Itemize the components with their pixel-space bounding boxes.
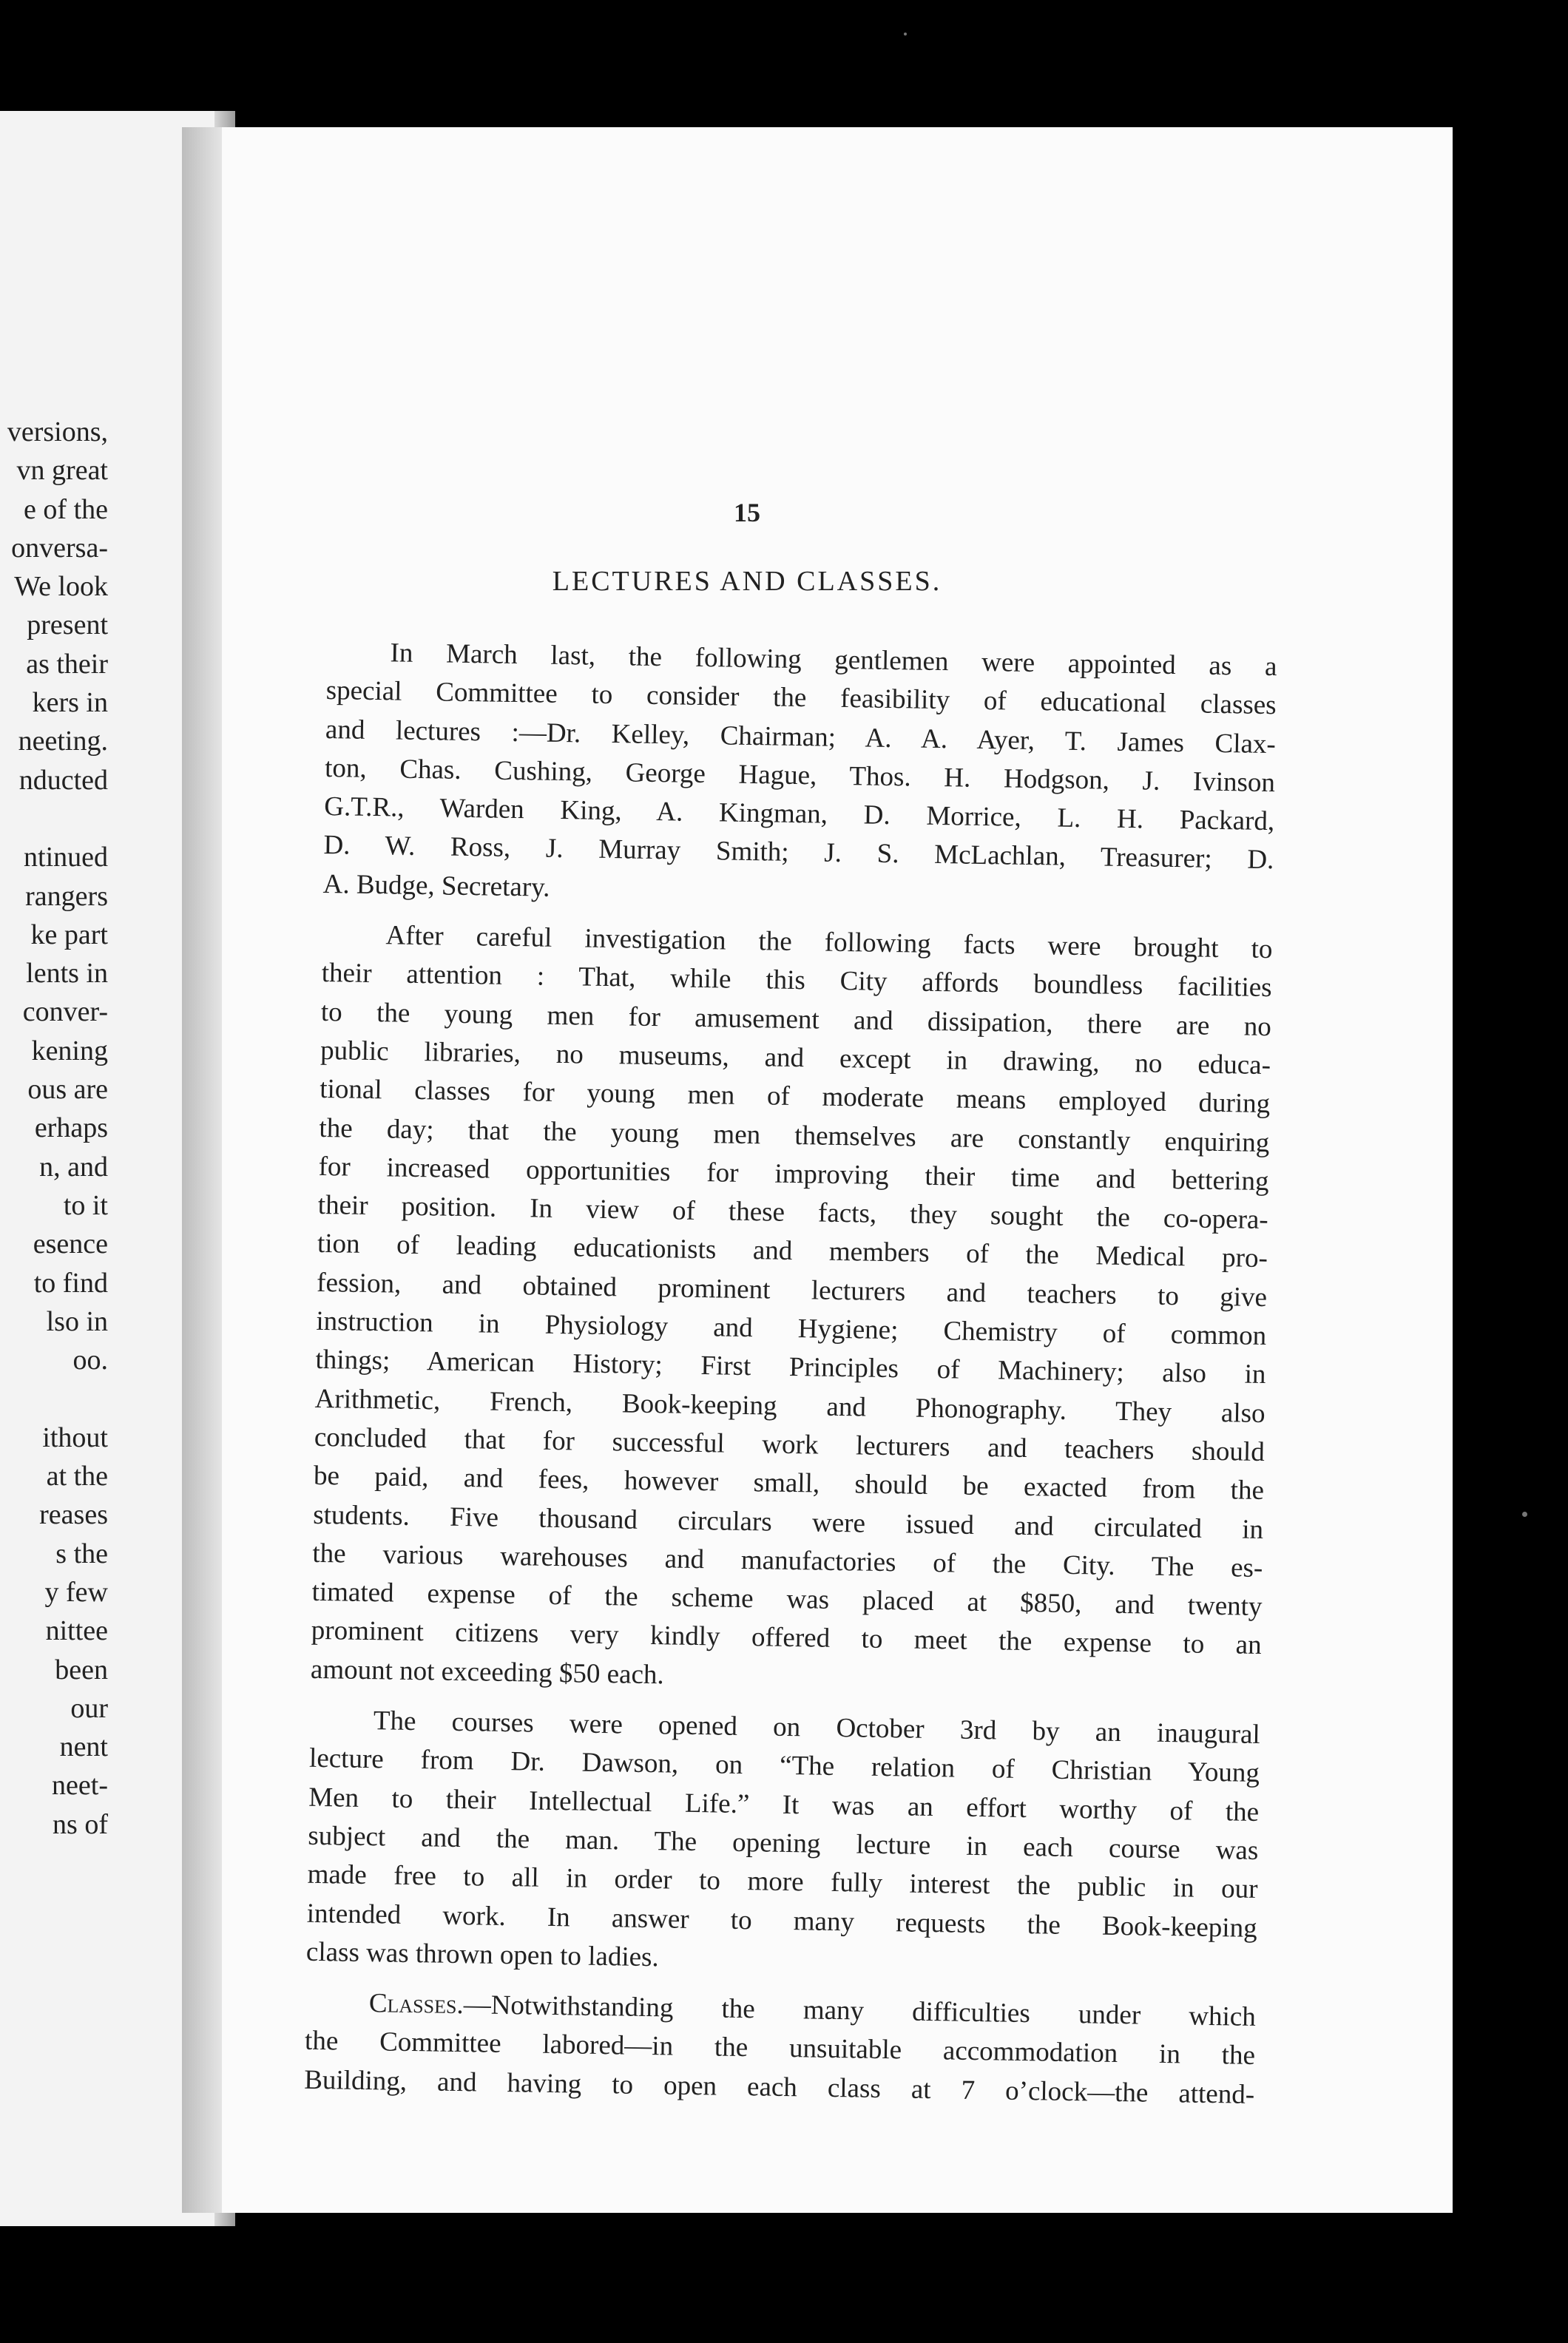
text-line: things; American History; First Principles of Machinery; also in	[315, 1345, 1266, 1390]
previous-page-line: ns of	[53, 1808, 108, 1840]
text-line: prominent citizens very kindly offered to meet the expense to an	[311, 1615, 1262, 1661]
body-text	[304, 633, 1277, 2126]
text-line: In March last, the following gentlemen were appointed as a	[390, 638, 1277, 683]
text-line: class was thrown open to ladies.	[305, 1936, 660, 1973]
previous-page-line: as their	[26, 648, 108, 680]
text-line: amount not exceeding $50 each.	[310, 1654, 665, 1691]
text-line: their position. In view of these facts, they sought the co-opera-	[317, 1190, 1269, 1236]
previous-page-line: kers in	[32, 687, 108, 719]
previous-page-line: to find	[33, 1267, 108, 1299]
text-line: Men to their Intellectual Life.” It was an effort worthy of the	[308, 1782, 1260, 1828]
previous-page-line: ke part	[30, 919, 108, 950]
section-heading: LECTURES AND CLASSES.	[552, 566, 942, 597]
text-line: The courses were opened on October 3rd by an inaugural	[373, 1705, 1261, 1751]
text-line: Arithmetic, French, Book-keeping and Phonography. They also	[314, 1383, 1265, 1429]
previous-page-line: ous are	[27, 1074, 108, 1106]
text-line: G.T.R., Warden King, A. Kingman, D. Morrice, L. H. Packard,	[323, 791, 1275, 837]
previous-page-line: rangers	[25, 880, 108, 912]
text-line: tion of leading educationists and members of the Medical pro-	[317, 1228, 1268, 1274]
previous-page-line: versions,	[7, 416, 108, 447]
previous-page-line: neet-	[52, 1770, 108, 1802]
page-edge-shadow	[182, 127, 223, 2213]
text-line: special Committee to consider the feasibility of educational classes	[325, 675, 1277, 721]
previous-page-line: nducted	[18, 764, 108, 796]
previous-page-line: lents in	[26, 958, 108, 990]
text-line: be paid, and fees, however small, should be exacted from the	[313, 1461, 1265, 1507]
text-line: their attention : That, while this City affords boundless facilities	[321, 958, 1272, 1004]
previous-page-line: y few	[44, 1576, 108, 1608]
paragraph-classes	[304, 1984, 1256, 2114]
text-line: D. W. Ross, J. Murray Smith; J. S. McLachlan, Treasurer; D.	[323, 830, 1274, 876]
dust-speck	[904, 33, 907, 36]
text-line: made free to all in order to more fully interest the public in our	[307, 1859, 1258, 1905]
text-line: the day; that the young men themselves are constantly enquiring	[319, 1112, 1270, 1158]
previous-page-line: erhaps	[34, 1112, 108, 1144]
previous-page-line: present	[27, 609, 108, 641]
previous-page-line: lso in	[46, 1305, 108, 1337]
paragraph-committee	[322, 633, 1277, 919]
text-line: A. Budge, Secretary.	[322, 868, 550, 903]
text-line: timated expense of the scheme was placed at $850, and twenty	[311, 1576, 1263, 1623]
text-line: subject and the man. The opening lecture in each course was	[308, 1820, 1259, 1866]
text-line: the Committee labored—in the unsuitable accommodation in the	[304, 2026, 1256, 2072]
dust-speck	[1522, 1512, 1527, 1517]
paragraph-investigation	[311, 916, 1273, 1704]
text-line: lecture from Dr. Dawson, on “The relation of Christian Young	[308, 1743, 1260, 1789]
previous-page-text	[0, 413, 108, 1844]
previous-page-line: e of the	[24, 493, 108, 525]
previous-page-line: at the	[46, 1461, 108, 1492]
previous-page-line: vn great	[16, 455, 108, 487]
text-line: Building, and having to open each class at 7 o’clock—the attend-	[303, 2064, 1255, 2110]
text-line: for increased opportunities for improving their time and bettering	[318, 1151, 1269, 1197]
text-line: the various warehouses and manufactories of the City. The es-	[312, 1538, 1263, 1583]
previous-page-line: s the	[55, 1538, 108, 1569]
text-line: to the young men for amusement and dissipation, there are no	[320, 996, 1272, 1042]
classes-lead-in: Classes.	[368, 1988, 464, 2021]
previous-page-line: to it	[63, 1189, 108, 1221]
text-line: public libraries, no museums, and except in drawing, no educa-	[320, 1035, 1271, 1081]
page-number: 15	[734, 498, 760, 527]
paragraph-gap	[0, 799, 108, 838]
text-line: fession, and obtained prominent lecturers and teachers to give	[316, 1267, 1268, 1313]
previous-page-line: neeting.	[18, 726, 108, 757]
previous-page-line: kening	[31, 1035, 108, 1066]
paragraph-courses	[306, 1701, 1261, 1987]
text-line-rest: —Notwithstanding the many difficulties under which	[463, 1989, 1257, 2033]
document-page	[222, 127, 1453, 2213]
text-line: ton, Chas. Cushing, George Hague, Thos. H. Hodgson, J. Ivinson	[324, 752, 1276, 799]
text-line: concluded that for successful work lecturers and teachers should	[314, 1421, 1265, 1467]
text-line: intended work. In answer to many requests the Book-keeping	[306, 1898, 1257, 1944]
previous-page-line: ithout	[42, 1421, 108, 1453]
text-line: and lectures :—Dr. Kelley, Chairman; A. A. Ayer, T. James Clax-	[325, 714, 1277, 760]
text-line: students. Five thousand circulars were issued and circulated in	[312, 1499, 1264, 1545]
text-line: tional classes for young men of moderate means employed during	[319, 1074, 1271, 1120]
previous-page-line: oo.	[72, 1345, 108, 1376]
previous-page-line: nittee	[45, 1615, 108, 1647]
previous-page-line: conver-	[22, 996, 108, 1028]
text-line: instruction in Physiology and Hygiene; Chemistry of common	[316, 1305, 1267, 1352]
previous-page-line: reases	[39, 1499, 108, 1531]
previous-page-line: We look	[14, 571, 108, 603]
previous-page-line: esence	[33, 1228, 108, 1260]
previous-page-line: n, and	[39, 1151, 108, 1183]
text-line: After careful investigation the following facts were brought to	[385, 920, 1273, 965]
previous-page-line: been	[55, 1654, 108, 1686]
previous-page-line: onversa-	[11, 532, 108, 564]
previous-page-line: nent	[59, 1731, 108, 1763]
paragraph-gap	[0, 1379, 108, 1418]
previous-page-line: our	[70, 1692, 108, 1724]
previous-page-line: ntinued	[24, 842, 108, 873]
